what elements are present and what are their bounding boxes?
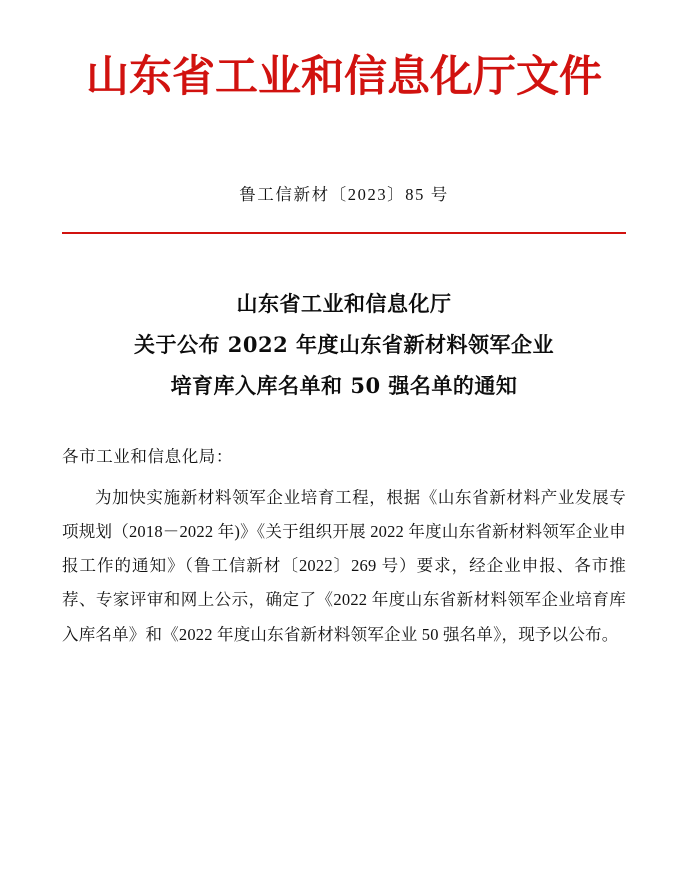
document-number: 鲁工信新材〔2023〕85 号: [239, 184, 449, 204]
document-page: [0, 52, 688, 888]
document-salutation: 各市工业和信息化局：: [62, 446, 233, 466]
document-body-paragraph: 为加快实施新材料领军企业培育工程，根据《山东省新材料产业发展专项规划（2018－2022 年)》《关于组织开展 2022 年度山东省新材料领军企业申报工作的通知》（鲁工信新材〔2022〕269 号）要求，经企业申报、各市推荐、专家评审和网上公示，确定了《2022 年度山东省新材料领军企业培育库入库名单》和《2022 年度山东省新材料领军企业 50 强名单》，现予以公布。: [62, 487, 626, 644]
document-title-block: [62, 284, 626, 407]
document-title-line-3: 培育库入库名单和 50 强名单的通知: [170, 373, 518, 398]
document-masthead-title: 山东省工业和信息化厅文件: [86, 52, 602, 102]
document-title-line-2: 关于公布 2022 年度山东省新材料领军企业: [133, 332, 555, 358]
red-horizontal-rule: [62, 232, 626, 234]
document-title-line-1: 山东省工业和信息化厅: [236, 291, 452, 317]
